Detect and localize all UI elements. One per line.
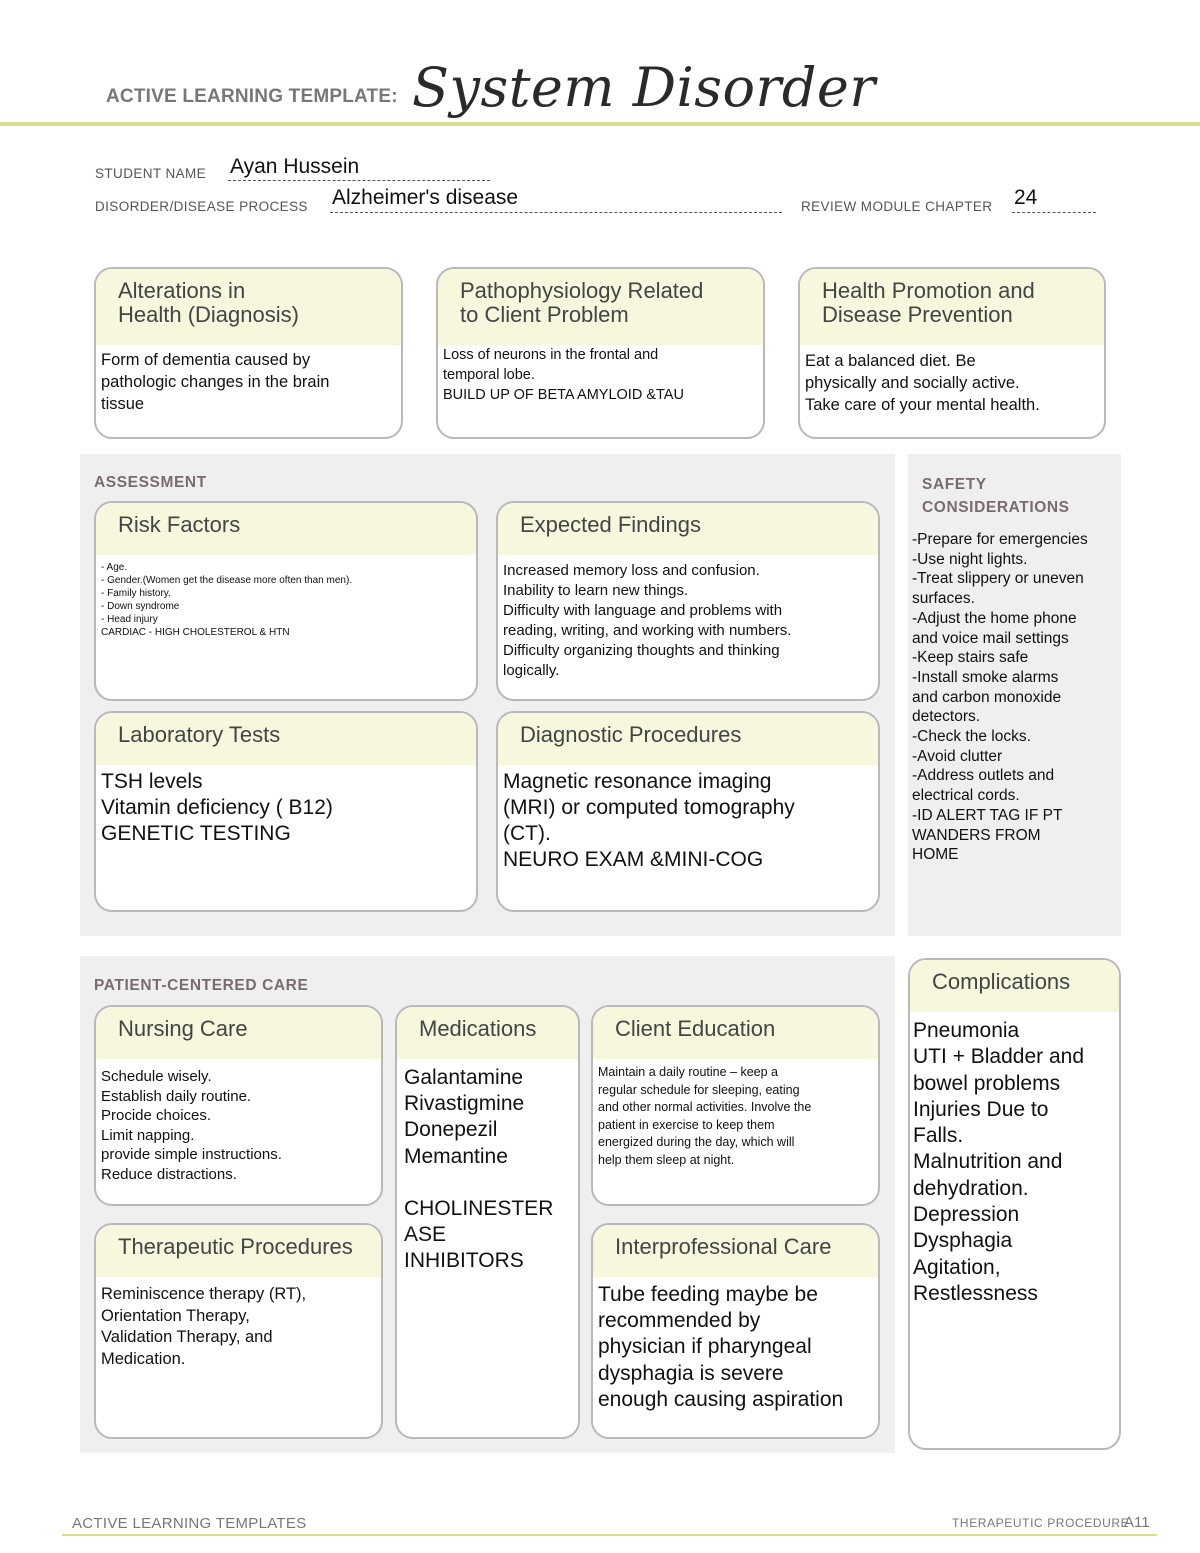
safety-body: -Prepare for emergencies -Use night lights. -Treat slippery or uneven surfaces. -Adjust the home phone and voice mail settings -Keep stairs safe -Install smoke alarms and carbon monoxide detectors. -Check the locks. -Avoid clutter -Address outlets and electrical cords. -ID ALERT TAG IF PT WANDERS FROM HOME bbox=[912, 531, 1088, 864]
laboratory-tests-card bbox=[94, 711, 478, 912]
footer-left-label: ACTIVE LEARNING TEMPLATES bbox=[72, 1515, 307, 1532]
pathophysiology-card-title: Pathophysiology Related to Client Problem bbox=[438, 269, 763, 345]
medications-card bbox=[395, 1005, 580, 1439]
client-education-title: Client Education bbox=[593, 1007, 878, 1059]
student-name-underline bbox=[228, 180, 490, 181]
diagnostic-procedures-card bbox=[496, 711, 880, 912]
medications-body: Galantamine Rivastigmine Donepezil Memantine CHOLINESTER ASE INHIBITORS bbox=[404, 1066, 554, 1273]
diagnostic-procedures-title: Diagnostic Procedures bbox=[498, 713, 878, 765]
interprofessional-care-card bbox=[591, 1223, 880, 1439]
complications-card bbox=[908, 958, 1121, 1450]
student-name-label: STUDENT NAME bbox=[95, 166, 207, 181]
student-name-value[interactable]: Ayan Hussein bbox=[230, 155, 360, 178]
template-label: ACTIVE LEARNING TEMPLATE: bbox=[106, 86, 398, 107]
alterations-card-body: Form of dementia caused by pathologic changes in the brain tissue bbox=[101, 351, 330, 413]
complications-body: Pneumonia UTI + Bladder and bowel problems Injuries Due to Falls. Malnutrition and dehydration. Depression Dysphagia Agitation, Restlessness bbox=[913, 1019, 1085, 1305]
nursing-care-card bbox=[94, 1005, 383, 1206]
laboratory-tests-body: TSH levels Vitamin deficiency ( B12) GENETIC TESTING bbox=[101, 770, 333, 845]
interprofessional-care-title: Interprofessional Care bbox=[593, 1225, 878, 1277]
nursing-care-title: Nursing Care bbox=[96, 1007, 381, 1059]
review-chapter-underline bbox=[1012, 212, 1096, 213]
client-education-card bbox=[591, 1005, 880, 1206]
alterations-card-title: Alterations in Health (Diagnosis) bbox=[96, 269, 401, 345]
assessment-title: ASSESSMENT bbox=[94, 474, 207, 491]
page-number: A11 bbox=[1124, 1514, 1150, 1531]
medications-title: Medications bbox=[397, 1007, 578, 1059]
footer-right-label: THERAPEUTIC PROCEDURE bbox=[952, 1516, 1130, 1530]
therapeutic-procedures-body: Reminiscence therapy (RT), Orientation Therapy, Validation Therapy, and Medication. bbox=[101, 1285, 307, 1369]
expected-findings-body: Increased memory loss and confusion. Inability to learn new things. Difficulty with language and problems with reading, writing, and working with numbers. Difficulty organizing thoughts and thinking logically. bbox=[503, 562, 792, 679]
interprofessional-care-body: Tube feeding maybe be recommended by physician if pharyngeal dysphagia is severe enough causing aspiration bbox=[598, 1283, 844, 1411]
risk-factors-body: - Age. - Gender.(Women get the disease more often than men). - Family history. - Down syndrome - Head injury CARDIAC - HIGH CHOLESTEROL & HTN bbox=[101, 562, 353, 638]
therapeutic-procedures-title: Therapeutic Procedures bbox=[96, 1225, 381, 1277]
safety-title: SAFETY CONSIDERATIONS bbox=[922, 476, 1070, 516]
client-education-body: Maintain a daily routine – keep a regular schedule for sleeping, eating and other normal activities. Involve the patient in exercise to keep them energized during the day, which will help them sleep at night. bbox=[598, 1065, 812, 1167]
risk-factors-card bbox=[94, 501, 478, 701]
header-divider bbox=[0, 122, 1200, 126]
pathophysiology-card bbox=[436, 267, 765, 439]
health-promotion-card bbox=[798, 267, 1106, 439]
health-promotion-card-body: Eat a balanced diet. Be physically and socially active. Take care of your mental health. bbox=[805, 352, 1040, 414]
alterations-card bbox=[94, 267, 403, 439]
page-title: System Disorder bbox=[412, 56, 876, 119]
review-chapter-value[interactable]: 24 bbox=[1014, 186, 1038, 209]
complications-title: Complications bbox=[910, 960, 1119, 1012]
laboratory-tests-title: Laboratory Tests bbox=[96, 713, 476, 765]
nursing-care-body: Schedule wisely. Establish daily routine. Procide choices. Limit napping. provide simple instructions. Reduce distractions. bbox=[101, 1068, 282, 1183]
disorder-value[interactable]: Alzheimer's disease bbox=[332, 186, 519, 209]
footer-divider bbox=[62, 1534, 1157, 1536]
pathophysiology-card-body: Loss of neurons in the frontal and temporal lobe. BUILD UP OF BETA AMYLOID &TAU bbox=[443, 347, 684, 403]
review-chapter-label: REVIEW MODULE CHAPTER bbox=[801, 199, 993, 214]
risk-factors-title: Risk Factors bbox=[96, 503, 476, 555]
health-promotion-card-title: Health Promotion and Disease Prevention bbox=[800, 269, 1104, 345]
therapeutic-procedures-card bbox=[94, 1223, 383, 1439]
diagnostic-procedures-body: Magnetic resonance imaging (MRI) or computed tomography (CT). NEURO EXAM &MINI-COG bbox=[503, 770, 795, 871]
disorder-underline bbox=[330, 212, 782, 213]
disorder-label: DISORDER/DISEASE PROCESS bbox=[95, 199, 308, 214]
patient-centered-care-title: PATIENT-CENTERED CARE bbox=[94, 977, 309, 994]
expected-findings-title: Expected Findings bbox=[498, 503, 878, 555]
expected-findings-card bbox=[496, 501, 880, 701]
